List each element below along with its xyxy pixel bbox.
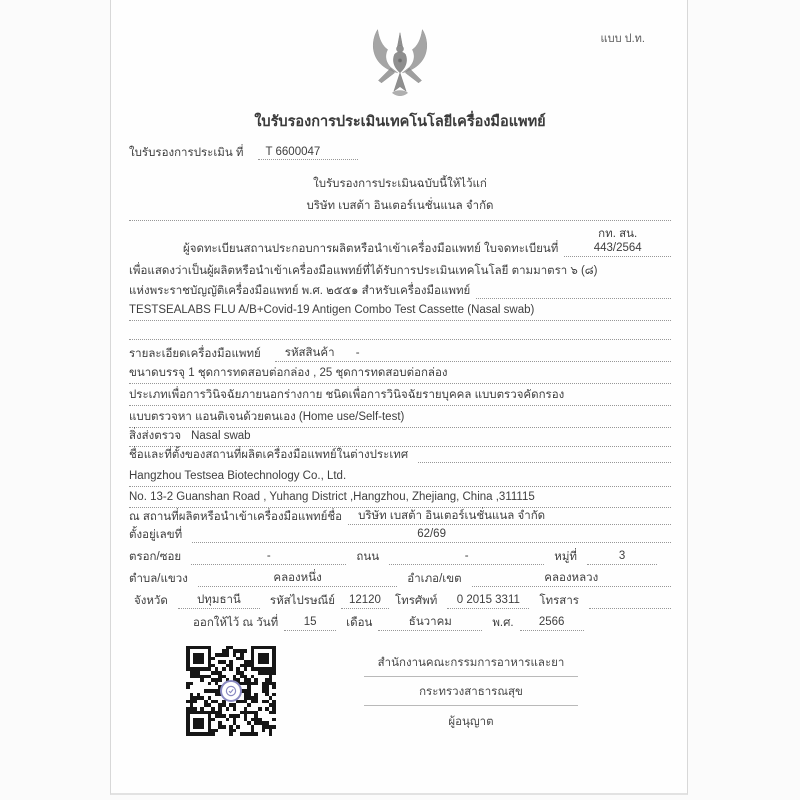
issue-day: 15	[284, 615, 336, 630]
specimen-value: Nasal swab	[191, 430, 251, 443]
specimen-row	[129, 428, 671, 447]
act-text: แห่งพระราชบัญญัติเครื่องมือแพทย์ พ.ศ. ๒๕๕๑ สำหรับเครื่องมือแพทย์	[129, 285, 471, 298]
certificate-sheet	[110, 0, 688, 795]
product-code-label: รหัสสินค้า	[284, 347, 335, 360]
issue-month-label: เดือน	[346, 617, 373, 630]
amphoe-label: อำเภอ/เขต	[407, 573, 462, 586]
local-site-row	[129, 508, 671, 527]
selftest-row	[129, 406, 671, 428]
phone-value: 0 2015 3311	[447, 593, 529, 608]
tambon-label: ตำบล/แขวง	[129, 573, 188, 586]
road-label: ถนน	[356, 551, 380, 564]
bottom-block	[129, 646, 671, 736]
certificate-number-value: T 6600047	[258, 145, 358, 160]
category-row	[129, 384, 671, 406]
packing-row	[129, 364, 671, 384]
garuda-emblem-icon	[360, 25, 440, 99]
phone-label: โทรศัพท์	[394, 595, 438, 608]
certificate-title: ใบรับรองการประเมินเทคโนโลยีเครื่องมือแพทย์	[254, 114, 546, 130]
category-text: ประเภทเพื่อการวินิจฉัยภายนอกร่างกาย ชนิดเพื่อการวินิจฉัยรายบุคคล แบบตรวจคัดกรอง	[129, 389, 565, 402]
issue-year: 2566	[520, 615, 584, 630]
qr-code	[186, 646, 276, 736]
soi-label: ตรอก/ซอย	[129, 551, 182, 564]
local-site-label: ณ สถานที่ผลิตหรือนำเข้าเครื่องมือแพทย์ชื่อ	[129, 511, 343, 524]
certificate-number-row	[129, 142, 671, 162]
amphoe-value: คลองหลวง	[472, 571, 671, 586]
specimen-label: สิ่งส่งตรวจ	[129, 430, 182, 443]
details-label: รายละเอียดเครื่องมือแพทย์	[129, 348, 261, 361]
manufacturer-name: Hangzhou Testsea Biotechnology Co., Ltd.	[129, 470, 347, 483]
granted-to-line: ใบรับรองการประเมินฉบับนี้ให้ไว้แก่	[313, 178, 487, 190]
soi-value: -	[191, 549, 346, 564]
product-code-line	[275, 346, 671, 361]
soi-road-moo-row	[129, 545, 671, 567]
issue-era-label: พ.ศ.	[492, 617, 514, 630]
moo-value: 3	[587, 549, 657, 564]
fax-value	[589, 608, 671, 609]
province-value: ปทุมธานี	[178, 593, 260, 608]
product-code-value: -	[355, 347, 360, 360]
tambon-value: คลองหนึ่ง	[198, 571, 397, 586]
foreign-site-row	[129, 447, 671, 465]
postcode-value: 12120	[341, 593, 389, 608]
foreign-site-blank-line	[418, 462, 671, 463]
province-label: จังหวัด	[134, 595, 168, 608]
address-number-label: ตั้งอยู่เลขที่	[129, 529, 183, 542]
certificate-number-label: ใบรับรองการประเมิน ที่	[129, 146, 244, 159]
act-line-row	[129, 281, 671, 301]
issue-month: ธันวาคม	[378, 615, 482, 630]
local-site-value: บริษัท เบสต้า อินเตอร์เนชั่นแนล จำกัด	[348, 509, 671, 524]
registrant-row	[129, 221, 671, 259]
signing-org-2: กระทรวงสาธารณสุข	[364, 683, 578, 706]
registrant-label: ผู้จดทะเบียนสถานประกอบการผลิตหรือนำเข้าเครื่องมือแพทย์ ใบจดทะเบียนที่	[183, 243, 559, 256]
manufacturer-address: No. 13-2 Guanshan Road , Yuhang District ,Hangzhou, Zhejiang, China ,311115	[129, 491, 535, 504]
manufacturer-address-row	[129, 487, 671, 508]
issue-date-row	[129, 611, 671, 633]
manufacturer-name-row	[129, 465, 671, 487]
signer-role: ผู้อนุญาต	[448, 715, 494, 728]
address-number-value: 62/69	[192, 527, 671, 542]
blank-line-row	[129, 321, 671, 340]
road-value: -	[389, 549, 544, 564]
postcode-label: รหัสไปรษณีย์	[269, 595, 335, 608]
selftest-text: แบบตรวจหา แอนติเจนด้วยตนเอง (Home use/Self-test)	[129, 411, 405, 424]
act-blank-line	[476, 298, 671, 299]
form-code: แบบ ป.ท.	[600, 33, 645, 45]
qr-center-logo-icon	[220, 680, 242, 702]
device-name-row	[129, 301, 671, 321]
moo-label: หมู่ที่	[554, 551, 578, 564]
foreign-site-label: ชื่อและที่ตั้งของสถานที่ผลิตเครื่องมือแพทย์ในต่างประเทศ	[129, 449, 409, 462]
details-row	[129, 340, 671, 364]
issue-prefix: ออกให้ไว้ ณ วันที่	[193, 617, 279, 630]
province-row	[129, 589, 671, 611]
packing-text: ขนาดบรรจุ 1 ชุดการทดสอบต่อกล่อง , 25 ชุดการทดสอบต่อกล่อง	[129, 367, 448, 380]
device-name: TESTSEALABS FLU A/B+Covid-19 Antigen Combo Test Cassette (Nasal swab)	[129, 304, 535, 317]
address-number-row	[129, 527, 671, 545]
company-name: บริษัท เบสต้า อินเตอร์เนชั่นแนล จำกัด	[129, 197, 671, 221]
purpose-line	[129, 260, 671, 281]
fax-label: โทรสาร	[539, 595, 579, 608]
tambon-amphoe-row	[129, 567, 671, 589]
signature-block	[364, 654, 578, 736]
registration-number: กท. สน. 443/2564	[564, 227, 671, 257]
signing-org-1: สำนักงานคณะกรรมการอาหารและยา	[364, 654, 578, 677]
purpose-text: เพื่อแสดงว่าเป็นผู้ผลิตหรือนำเข้าเครื่องมือแพทย์ที่ได้รับการประเมินเทคโนโลยี ตามมาตรา ๖ (๘)	[129, 265, 598, 278]
